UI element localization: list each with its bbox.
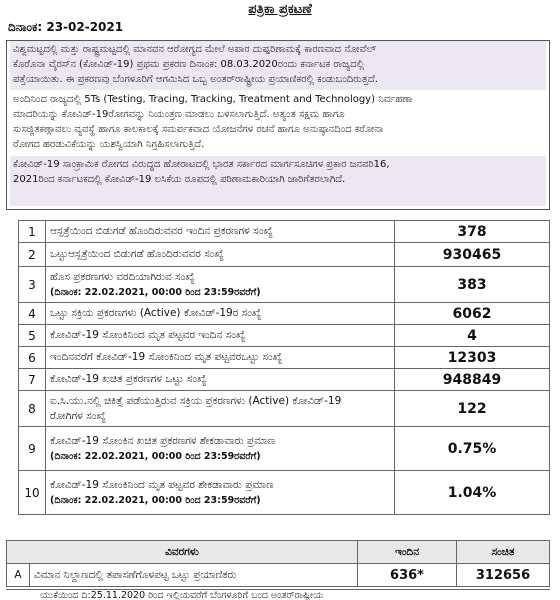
row-description: ವಿಮಾನ ನಿಲ್ದಾಣದಲ್ಲಿ ತಪಾಸಣೆಗೊಳಪಟ್ಟ ಒಟ್ಟು ಪ್ರಯಾಣಿಕರು xyxy=(30,564,358,587)
table-row xyxy=(19,471,550,515)
row-description-sub: (ದಿನಾಂಕ: 22.02.2021, 00:00 ರಿಂದ 23:59ರವರೆಗೆ) xyxy=(50,494,261,506)
row-description xyxy=(46,427,395,471)
row-value: 1.04% xyxy=(395,471,550,515)
table-row xyxy=(19,347,550,369)
intro-paragraph-1 xyxy=(10,41,546,90)
intro-line: ರೋಗದ ಹರಡುವಿಕೆಯನ್ನು ಯಶಸ್ವಿಯಾಗಿ ನಿಗ್ರಹಿಸಲಾಗುತ್ತಿದೆ. xyxy=(13,139,205,150)
table-row xyxy=(19,221,550,243)
partial-row-b: ಯುಕೆಯಿಂದ ದಿ:25.11.2020 ರಿಂದ ಇಲ್ಲಿಯವರೆಗೆ ಬೆಂಗಳೂರಿಗೆ ಬಂದ ಅಂತರ್‌ರಾಷ್ಟ್ರೀಯ xyxy=(6,589,550,600)
intro-line: ಕೊರೊನಾ ವೈರಸ್‌ನ (ಕೋವಿಡ್-19) ಪ್ರಥಮ ಪ್ರಕರಣ ದಿನಾಂಕ: 08.03.2020ರಂದು ಕರ್ನಾಟಕ ರಾಜ್ಯದಲ್ಲಿ xyxy=(13,59,365,70)
table-row xyxy=(19,303,550,325)
header-details: ವಿವರಗಳು xyxy=(7,541,358,564)
row-number: 4 xyxy=(19,303,46,325)
row-number: 8 xyxy=(19,391,46,427)
row-value: 378 xyxy=(395,221,550,243)
row-description: ಕೋವಿಡ್-19 ಖಚಿತ ಪ್ರಕರಣಗಳ ಒಟ್ಟು ಸಂಖ್ಯೆ xyxy=(46,369,395,391)
row-value: 122 xyxy=(395,391,550,427)
row-description: ಒಟ್ಟುಆಸ್ಪತ್ರೆಯಿಂದ ಬಿಡುಗಡೆ ಹೊಂದಿರುವವರ ಸಂಖ್ಯೆ xyxy=(46,243,395,267)
row-number: 2 xyxy=(19,243,46,267)
row-description: ಕೋವಿಡ್-19 ಸೋಂಕಿನಿಂದ ಮೃತ ಪಟ್ಟವರ ಇಂದಿನ ಸಂಖ್ಯೆ xyxy=(46,325,395,347)
row-description: ಒಟ್ಟು ಸಕ್ರಿಯ ಪ್ರಕರಣಗಳು (Active) ಕೋವಿಡ್-19ರ ಸಂಖ್ಯೆ xyxy=(46,303,395,325)
row-description-main: ಹೊಸ ಪ್ರಕರಣಗಳು ವರದಿಯಾಗಿರುವ ಸಂಖ್ಯೆ xyxy=(50,270,195,283)
header-cumulative: ಸಂಚಿತ xyxy=(457,541,550,564)
intro-box xyxy=(6,40,550,210)
row-number: 10 xyxy=(19,471,46,515)
row-description: ಇಂದಿನವರೆಗೆ ಕೋವಿಡ್-19 ಸೋಂಕಿನಿಂದ ಮೃತ ಪಟ್ಟವರಒಟ್ಟು ಸಂಖ್ಯೆ xyxy=(46,347,395,369)
travel-screening-table xyxy=(6,540,550,587)
intro-line: ಅಂದಿನಿಂದ ರಾಜ್ಯದಲ್ಲಿ 5Ts (Testing, Tracing, Tracking, Treatment and Technology) ನಿರ್ವಹಣಾ xyxy=(13,94,413,105)
row-description-main: ಐ.ಸಿ.ಯು.ನಲ್ಲಿ ಚಿಕಿತ್ಸೆ ಪಡೆಯುತ್ತಿರುವ ಸಕ್ರಿಯ ಪ್ರಕರಣಗಳು (Active) ಕೋವಿಡ್-19 xyxy=(50,394,342,407)
row-number: 1 xyxy=(19,221,46,243)
row-description: ಆಸ್ಪತ್ರೆಯಿಂದ ಬಿಡುಗಡೆ ಹೊಂದಿರುವವರ ಇಂದಿನ ಪ್ರಕರಣಗಳ ಸಂಖ್ಯೆ xyxy=(46,221,395,243)
intro-line: ಸುಸಜ್ಜಿತಕಣ್ಗಾವಲು ವ್ಯವಸ್ಥೆ ಹಾಗೂ ಕಾಲಕಾಲಕ್ಕೆ ಸಮರ್ಪಕವಾದ ಯೋಜನೆಗಳ ರಚನೆ ಹಾಗೂ ಅನುಷ್ಠಾನದಿಂದ ಕರೋನಾ xyxy=(13,124,384,135)
row-label: A xyxy=(7,564,30,587)
header-today: ಇಂದಿನ xyxy=(358,541,457,564)
row-description xyxy=(46,391,395,427)
row-value: 948849 xyxy=(395,369,550,391)
intro-paragraph-3 xyxy=(10,156,546,206)
intro-paragraph-2 xyxy=(10,91,546,155)
row-today-value: 636* xyxy=(358,564,457,587)
table-header-row xyxy=(7,541,550,564)
intro-line: ಮಾದರಿಯನ್ನು ಕೋವಿಡ್-19ರೋಗವನ್ನು ನಿಯಂತ್ರಣ ಮಾಡಲು ಬಳಸಲಾಗುತ್ತಿದೆ. ಅತ್ಯಂತ ಸಕ್ಷಮ ಹಾಗೂ xyxy=(13,109,345,120)
row-description-main: ಕೋವಿಡ್-19 ಸೋಂಕಿನಿಂದ ಮೃತ ಪಟ್ಟವರ ಶೇಕಡಾವಾರು ಪ್ರಮಾಣ xyxy=(50,478,274,491)
row-number: 6 xyxy=(19,347,46,369)
row-cumulative-value: 312656 xyxy=(457,564,550,587)
row-value: 383 xyxy=(395,267,550,303)
table-row xyxy=(19,391,550,427)
row-description-main: ಕೋವಿಡ್-19 ಸೋಂಕಿನ ಖಚಿತ ಪ್ರಕರಣಗಳ ಶೇಕಡಾವಾರು ಪ್ರಮಾಣ xyxy=(50,434,276,447)
row-value: 4 xyxy=(395,325,550,347)
row-description-sub: (ದಿನಾಂಕ: 22.02.2021, 00:00 ರಿಂದ 23:59ರವರೆಗೆ) xyxy=(50,450,261,462)
table-row xyxy=(19,369,550,391)
row-description-sub: (ದಿನಾಂಕ: 22.02.2021, 00:00 ರಿಂದ 23:59ರವರೆಗೆ) xyxy=(50,286,261,298)
row-description xyxy=(46,267,395,303)
covid-stats-table xyxy=(18,220,550,515)
row-number: 7 xyxy=(19,369,46,391)
row-description-cont: ರೋಗಿಗಳ ಸಂಖ್ಯೆ xyxy=(50,409,106,422)
table-row xyxy=(19,243,550,267)
row-number: 9 xyxy=(19,427,46,471)
row-value: 0.75% xyxy=(395,427,550,471)
intro-line: ಪತ್ತೆಯಾಯಿತು. ಈ ಪ್ರಕರಣವು ಬೆಂಗಳೂರಿಗೆ ಆಗಮಿಸಿದ ಒಬ್ಬ ಅಂತರ್‌ರಾಷ್ಟ್ರೀಯ ಪ್ರಯಾಣಿಕರಲ್ಲಿ ಕಂಡುಬಂದಿರುತ್ತದೆ. xyxy=(13,74,378,85)
intro-line: 2021ರಿಂದ ಕರ್ನಾಟಕದಲ್ಲಿ ಕೋವಿಡ್-19 ಲಸಿಕೆಯ ರೂಪದಲ್ಲಿ ಪರಿಣಾಮಕಾರಿಯಾಗಿ ಜಾರಿಗೆತರಲಾಗಿದೆ. xyxy=(13,174,346,185)
row-value: 930465 xyxy=(395,243,550,267)
row-description xyxy=(46,471,395,515)
table-row xyxy=(19,267,550,303)
row-number: 5 xyxy=(19,325,46,347)
table-row xyxy=(19,325,550,347)
row-number: 3 xyxy=(19,267,46,303)
row-value: 6062 xyxy=(395,303,550,325)
table-row xyxy=(19,427,550,471)
intro-line: ಕೋವಿಡ್-19 ಸಾಂಕ್ರಾಮಿಕ ರೋಗದ ವಿರುದ್ಧದ ಹೋರಾಟದಲ್ಲಿ ಭಾರತ ಸರ್ಕಾರದ ಮಾರ್ಗಸೂಚಿಗಳ ಪ್ರಕಾರ ಜನವರಿ16, xyxy=(13,159,390,170)
intro-line: ವಿಶ್ವಮಟ್ಟದಲ್ಲಿ ಮತ್ತು ರಾಷ್ಟ್ರಮಟ್ಟದಲ್ಲಿ ಮಾನವನ ಆರೋಗ್ಯದ ಮೇಲೆ ಅಪಾರ ದುಷ್ಪರಿಣಾಮಕ್ಕೆ ಕಾರಣವಾದ ನೋವೆಲ್ xyxy=(13,44,377,55)
row-value: 12303 xyxy=(395,347,550,369)
press-release-title: ಪತ್ರಿಕಾ ಪ್ರಕಟಣೆ xyxy=(248,2,312,17)
release-date: ದಿನಾಂಕ: 23-02-2021 xyxy=(8,20,124,34)
table-row xyxy=(7,564,550,587)
